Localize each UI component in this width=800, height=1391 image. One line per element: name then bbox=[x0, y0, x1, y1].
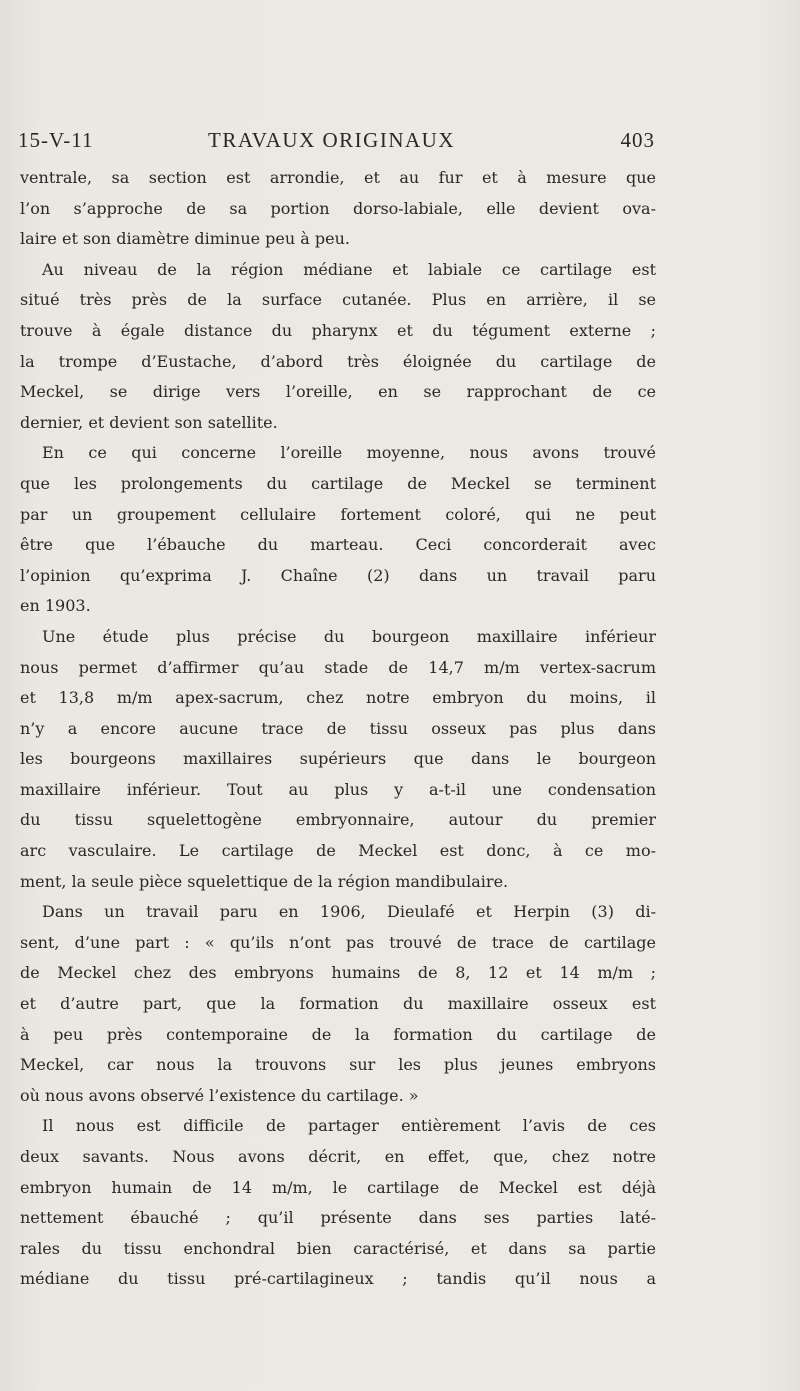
text-line: nous permet d’affirmer qu’au stade de 14,7 m/m vertex-sacrum bbox=[20, 657, 656, 677]
running-header bbox=[18, 128, 655, 158]
text-line: où nous avons observé l’existence du cartilage. » bbox=[20, 1085, 419, 1105]
text-line: médiane du tissu pré-cartilagineux ; tandis qu’il nous a bbox=[20, 1269, 656, 1289]
text-line: la trompe d’Eustache, d’abord très éloignée du cartilage de bbox=[20, 351, 656, 371]
header-section-title: TRAVAUX ORIGINAUX bbox=[208, 128, 455, 152]
text-line: nettement ébauché ; qu’il présente dans ses parties laté- bbox=[20, 1208, 656, 1228]
text-line: du tissu squelettogène embryonnaire, autour du premier bbox=[20, 810, 656, 830]
text-line: ventrale, sa section est arrondie, et au fur et à mesure que bbox=[20, 168, 656, 187]
text-line: Au niveau de la région médiane et labiale ce cartilage est bbox=[42, 259, 656, 279]
text-line: embryon humain de 14 m/m, le cartilage de Meckel est déjà bbox=[20, 1177, 656, 1197]
text-line: sent, d’une part : « qu’ils n’ont pas trouvé de trace de cartilage bbox=[20, 932, 656, 952]
text-line: Une étude plus précise du bourgeon maxillaire inférieur bbox=[42, 626, 656, 646]
text-line: n’y a encore aucune trace de tissu osseux pas plus dans bbox=[20, 718, 656, 738]
text-line: arc vasculaire. Le cartilage de Meckel est donc, à ce mo- bbox=[20, 841, 656, 861]
text-line: à peu près contemporaine de la formation du cartilage de bbox=[20, 1024, 656, 1044]
page-number: 403 bbox=[620, 128, 655, 152]
text-line: Meckel, se dirige vers l’oreille, en se rapprochant de ce bbox=[20, 382, 656, 402]
text-line: de Meckel chez des embryons humains de 8, 12 et 14 m/m ; bbox=[20, 963, 656, 983]
text-line: par un groupement cellulaire fortement coloré, qui ne peut bbox=[20, 504, 656, 524]
text-line: l’on s’approche de sa portion dorso-labiale, elle devient ova- bbox=[20, 198, 656, 218]
text-line: trouve à égale distance du pharynx et du tégument externe ; bbox=[20, 320, 656, 340]
text-line: et 13,8 m/m apex-sacrum, chez notre embryon du moins, il bbox=[20, 688, 656, 708]
body-text bbox=[20, 168, 656, 1300]
header-issue: 15-V-11 bbox=[18, 128, 94, 152]
text-line: maxillaire inférieur. Tout au plus y a-t-il une condensation bbox=[20, 779, 656, 799]
text-line: l’opinion qu’exprima J. Chaîne (2) dans un travail paru bbox=[20, 565, 656, 585]
text-line: ment, la seule pièce squelettique de la région mandibulaire. bbox=[20, 871, 509, 891]
text-line: en 1903. bbox=[20, 596, 91, 616]
text-line: dernier, et devient son satellite. bbox=[20, 412, 278, 432]
text-line: situé très près de la surface cutanée. Plus en arrière, il se bbox=[20, 290, 656, 310]
text-line: et d’autre part, que la formation du maxillaire osseux est bbox=[20, 994, 656, 1014]
text-line: rales du tissu enchondral bien caractérisé, et dans sa partie bbox=[20, 1238, 656, 1258]
text-line: être que l’ébauche du marteau. Ceci concorderait avec bbox=[20, 535, 656, 555]
text-line: deux savants. Nous avons décrit, en effet, que, chez notre bbox=[20, 1147, 656, 1166]
text-line: En ce qui concerne l’oreille moyenne, nous avons trouvé bbox=[42, 443, 656, 463]
text-line: les bourgeons maxillaires supérieurs que dans le bourgeon bbox=[20, 749, 656, 769]
text-line: Dans un travail paru en 1906, Dieulafé et Herpin (3) di- bbox=[42, 902, 656, 922]
text-line: Meckel, car nous la trouvons sur les plus jeunes embryons bbox=[20, 1055, 656, 1075]
text-line: laire et son diamètre diminue peu à peu. bbox=[20, 229, 351, 249]
text-line: que les prolongements du cartilage de Meckel se terminent bbox=[20, 473, 656, 493]
text-line: Il nous est difficile de partager entièrement l’avis de ces bbox=[42, 1116, 656, 1136]
